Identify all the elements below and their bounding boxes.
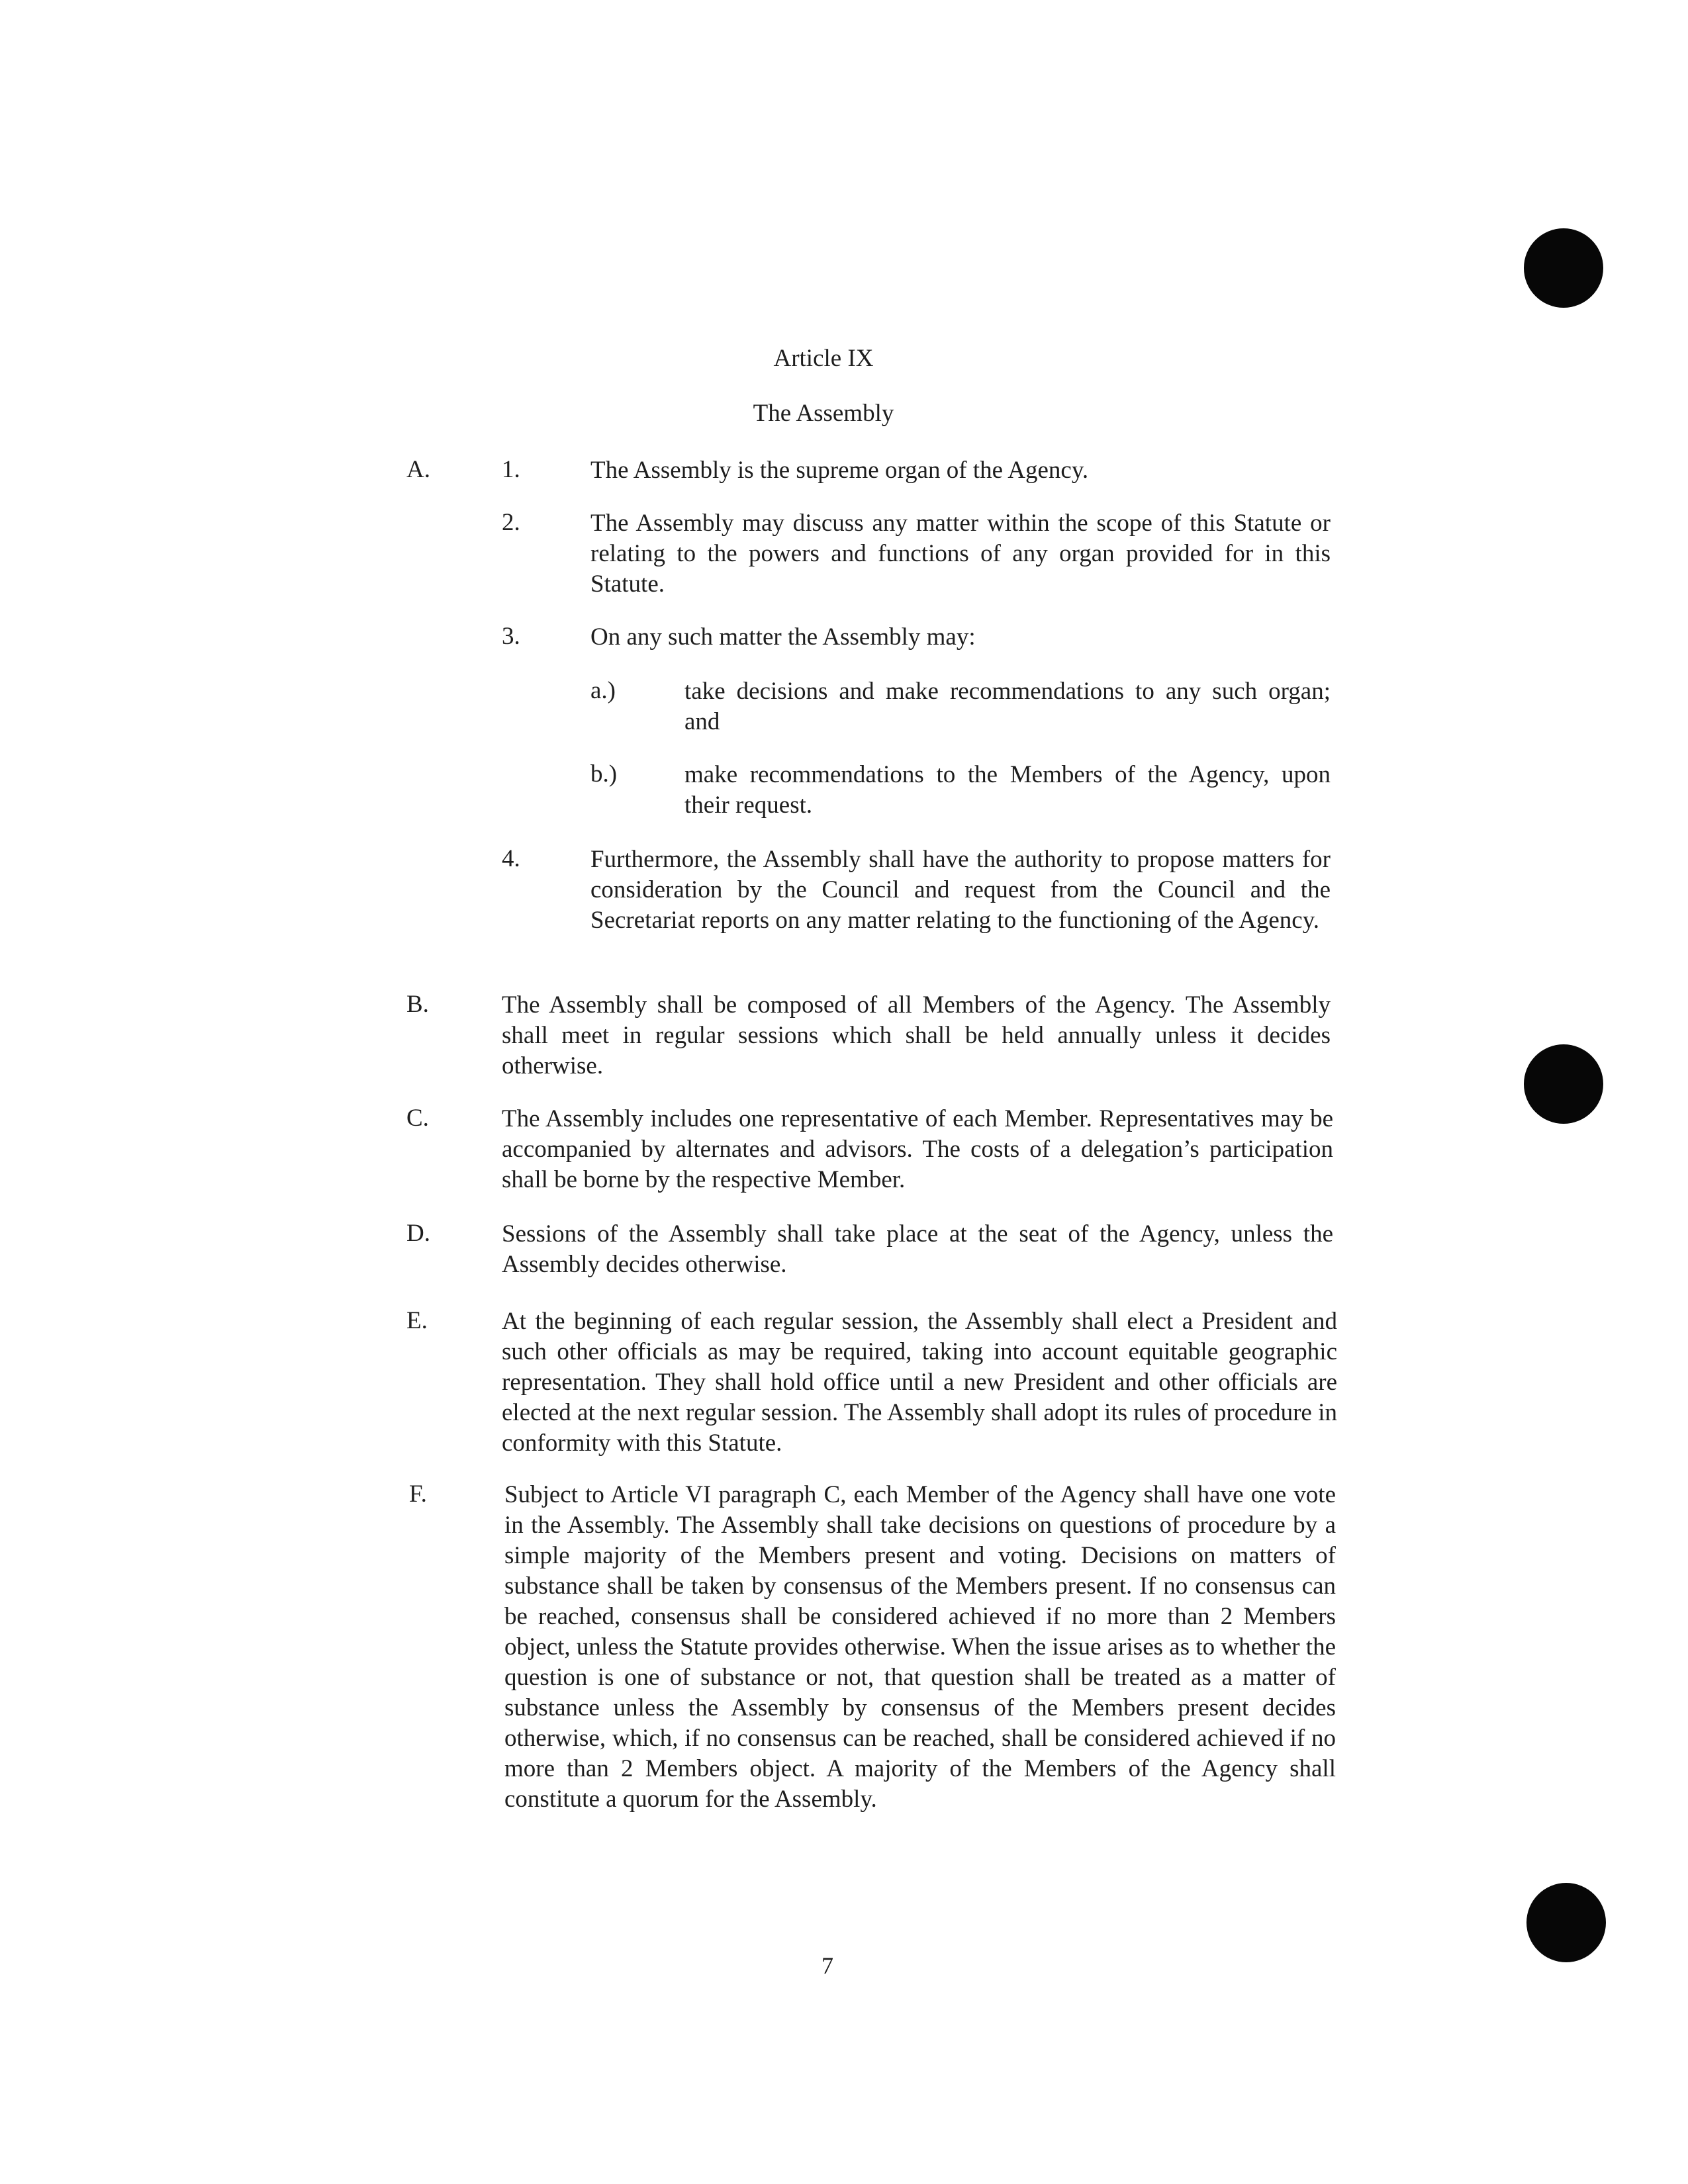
section-letter-c: C.	[406, 1105, 429, 1132]
section-text-b: The Assembly shall be composed of all Members of the Agency. The Assembly shall meet in regular sessions which shall be held annually unless it decides otherwise.	[502, 991, 1331, 1079]
item-text-4: Furthermore, the Assembly shall have the authority to propose matters for consideration by the Council and request from the Council and the Secretariat reports on any matter relating to the functioning of the Agency.	[590, 846, 1331, 934]
item-number-4: 4.	[502, 845, 520, 872]
item-number-1: 1.	[502, 456, 520, 483]
section-text-f: Subject to Article VI paragraph C, each Member of the Agency shall have one vote in the Assembly. The Assembly shall take decisions on questions of procedure by a simple majority of the Members present and voting. Decisions on matters of substance shall be taken by consensus of the Members present. If no consensus can be reached, consensus shall be considered achieved if no more than 2 Members object, unless the Statute provides otherwise. When the issue arises as to whether the question is one of substance or not, that question shall be treated as a matter of substance unless the Assembly by consensus of the Members present decides otherwise, which, if no consensus can be reached, shall be considered achieved if no more than 2 Members object. A majority of the Members of the Agency shall constitute a quorum for the Assembly.	[504, 1481, 1336, 1813]
subitem-text-b: make recommendations to the Members of the Agency, upon their request.	[684, 761, 1331, 819]
section-letter-e: E.	[406, 1307, 428, 1334]
page-number: 7	[821, 1952, 833, 1979]
subitem-label-a: a.)	[590, 677, 616, 704]
punch-hole-middle	[1524, 1044, 1603, 1124]
subitem-text-a: take decisions and make recommendations to any such organ; and	[684, 678, 1331, 735]
section-letter-a: A.	[406, 456, 430, 483]
item-text-3: On any such matter the Assembly may:	[590, 623, 976, 651]
punch-hole-top	[1524, 228, 1603, 308]
section-text-e: At the beginning of each regular session, the Assembly shall elect a President and such other officials as may be required, taking into account equitable geographic representation. They shall hold office until a new President and other officials are elected at the next regular session. The Assembly shall adopt its rules of procedure in conformity with this Statute.	[502, 1308, 1337, 1457]
section-letter-f: F.	[409, 1480, 427, 1508]
item-number-3: 3.	[502, 623, 520, 650]
item-text-2: The Assembly may discuss any matter within the scope of this Statute or relating to the powers and functions of any organ provided for in this Statute.	[590, 510, 1331, 598]
section-letter-d: D.	[406, 1220, 430, 1247]
article-title: Article IX	[773, 345, 874, 372]
section-text-d: Sessions of the Assembly shall take place at the seat of the Agency, unless the Assembly decides otherwise.	[502, 1220, 1333, 1278]
item-number-2: 2.	[502, 509, 520, 536]
section-text-c: The Assembly includes one representative of each Member. Representatives may be accompanied by alternates and advisors. The costs of a delegation’s participation shall be borne by the respective Member.	[502, 1105, 1333, 1193]
item-text-1: The Assembly is the supreme organ of the Agency.	[590, 457, 1089, 484]
section-letter-b: B.	[406, 991, 429, 1018]
article-subtitle: The Assembly	[753, 400, 894, 427]
punch-hole-bottom	[1526, 1883, 1606, 1962]
subitem-label-b: b.)	[590, 760, 618, 788]
